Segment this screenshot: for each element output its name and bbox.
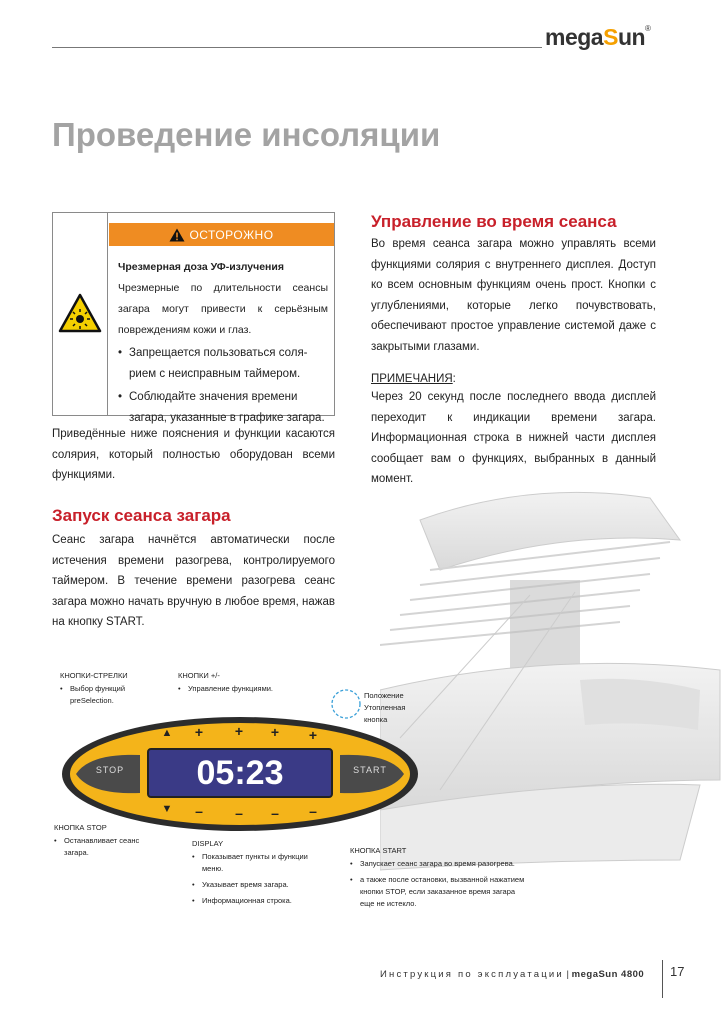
exclamation-triangle-icon [169, 228, 185, 242]
solarium-illustration [380, 480, 724, 880]
control-panel [60, 715, 420, 833]
warning-icon-cell [53, 213, 108, 415]
caption-item: • Выбор функций preSelection. [60, 683, 148, 707]
plus-button[interactable]: + [234, 723, 244, 739]
brand-logo: megaSun® [545, 24, 651, 50]
caption-title: DISPLAY [192, 839, 224, 848]
warning-bullets [118, 343, 328, 429]
caption-item: • а также после остановки, вызванной нажатием кнопки STOP, если заказанное время загара еще не истекло. [350, 874, 525, 910]
minus-button[interactable]: – [309, 803, 317, 819]
stop-button[interactable]: STOP [95, 765, 125, 775]
caption-start-key [350, 845, 550, 914]
arrow-down-button[interactable]: ▼ [161, 803, 173, 815]
page-number: 17 [670, 964, 685, 979]
warning-line: повреждениям кожи и глаз. [118, 324, 252, 336]
warning-heading: Чрезмерная доза УФ-излучения [118, 261, 284, 273]
minus-button[interactable]: – [195, 803, 203, 819]
warning-label: ОСТОРОЖНО [189, 227, 274, 242]
warning-line: загара могут привести к серьёзным [118, 303, 328, 315]
start-button[interactable]: START [353, 765, 387, 775]
caption-item: • Управление функциями. [178, 683, 328, 695]
caption-item: • Останавливает сеанс загара. [54, 835, 152, 859]
plus-button[interactable]: + [308, 727, 318, 743]
caption-stop-key [54, 822, 164, 863]
caption-title: КНОПКИ-СТРЕЛКИ [60, 671, 128, 680]
caption-title: КНОПКА START [350, 846, 407, 855]
warning-box [52, 212, 335, 424]
warning-header [109, 223, 334, 246]
caption-title: КНОПКИ +/- [178, 671, 220, 680]
caption-position: Положение Утопленная кнопка [364, 691, 406, 724]
display-screen [147, 748, 333, 798]
footer-manual-title: Инструкция по эксплуатации | megaSun 4800 [380, 969, 645, 980]
footer-divider [662, 960, 663, 998]
warning-bullet: • Соблюдайте значения времени загара, указанные в графике загара. [118, 387, 328, 429]
note-paragraph: Через 20 секунд после последнего ввода дисплей переходит к индикации времени загара. Информационная строка в нижней части дисплея сообщает вам о функциях, выбранных в данный момент. [371, 391, 656, 485]
plus-button[interactable]: + [270, 724, 280, 740]
note-heading: ПРИМЕЧАНИЯ: [371, 373, 456, 385]
warning-body [118, 257, 328, 429]
caption-item: • Показывает пункты и функции меню. [192, 851, 312, 875]
page-title: Проведение инсоляции [52, 116, 441, 153]
caption-item: • Информационная строка. [192, 895, 322, 907]
section-heading-start: Запуск сеанса загара [52, 506, 231, 525]
session-time-readout: 05:23 [196, 753, 284, 792]
minus-button[interactable]: – [235, 805, 243, 821]
caption-arrow-keys [60, 670, 170, 711]
caption-item: • Указывает время загара. [192, 879, 322, 891]
header-rule [52, 47, 542, 48]
caption-item: • Запускает сеанс загара во время разогрева. [350, 858, 550, 870]
minus-button[interactable]: – [271, 805, 279, 821]
intro-paragraph: Приведённые ниже пояснения и функции касаются солярия, который полностью оборудован всеми функциями. [52, 428, 335, 481]
plus-button[interactable]: + [194, 724, 204, 740]
start-paragraph: Сеанс загара начнётся автоматически после истечения времени разогрева, контролируемого таймером. В течение времени разогрева сеанс загара можно начать вручную в любое время, нажав на кнопку START. [52, 534, 335, 628]
arrow-up-button[interactable]: ▲ [161, 727, 173, 739]
section-heading-control: Управление во время сеанса [371, 212, 617, 231]
warning-bullet: • Запрещается пользоваться соля- рием с неисправным таймером. [118, 343, 328, 385]
caption-display [192, 838, 322, 911]
caption-title: КНОПКА STOP [54, 823, 107, 832]
control-paragraph: Во время сеанса загара можно управлять всеми функциями солярия с внутреннего дисплея. Доступ ко всем основным функциям очень прост. Кнопки с углублениями, которые легко почувствовать, обеспечивают простое управление системой даже с закрытыми глазами. [371, 238, 656, 353]
warning-line: Чрезмерные по длительности сеансы [118, 282, 328, 294]
uv-radiation-warning-icon [58, 293, 102, 333]
caption-plus-minus-keys [178, 670, 328, 699]
